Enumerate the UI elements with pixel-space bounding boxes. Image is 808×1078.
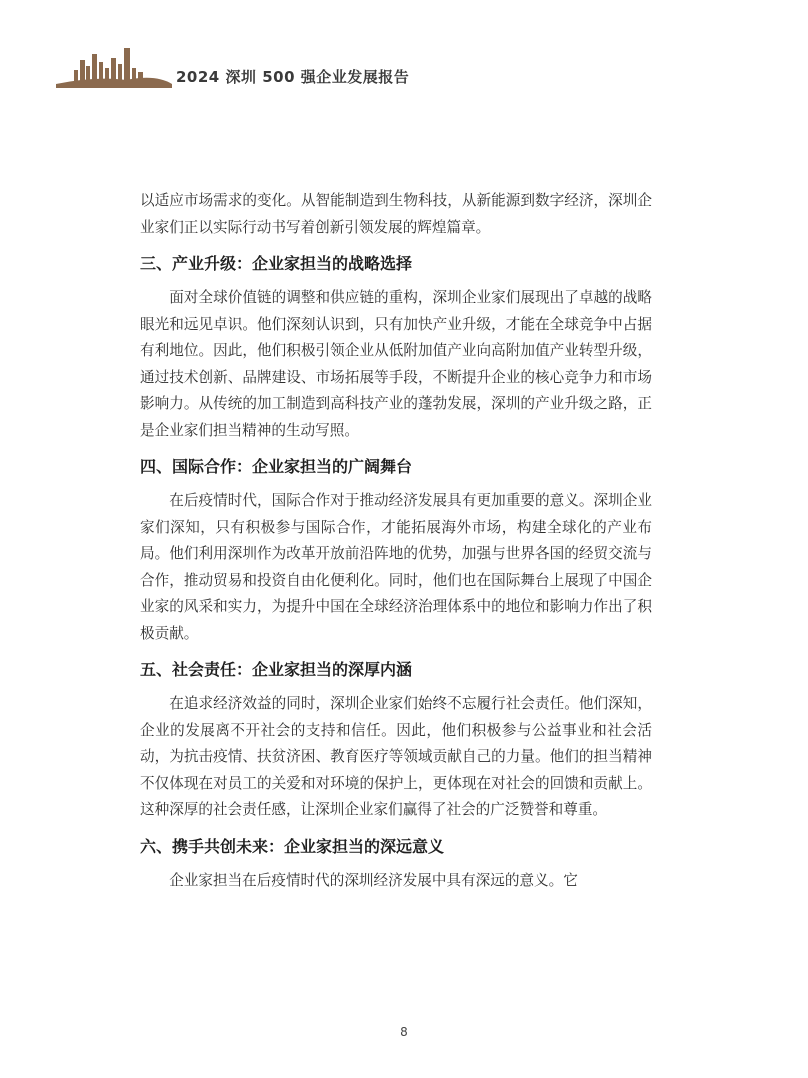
section-heading-international-cooperation: 四、国际合作：企业家担当的广阔舞台 [140,457,413,476]
section-heading-shared-future: 六、携手共创未来：企业家担当的深远意义 [140,836,445,856]
page-header [56,40,516,90]
article-body [140,188,652,894]
section-paragraph-international-cooperation: 在后疫情时代，国际合作对于推动经济发展具有更加重要的意义。深圳企业家们深知，只有积极参与国际合作，才能拓展海外市场，构建全球化的产业布局。他们利用深圳作为改革开放前沿阵地的优势，加强与世界各国的经贸交流与合作，推动贸易和投资自由化便利化。同时，他们也在国际舞台上展现了中国企业家的风采和实力，为提升中国在全球经济治理体系中的地位和影响力作出了积极贡献。 [140,492,652,642]
section-heading-industrial-upgrade: 三、产业升级：企业家担当的战略选择 [140,254,413,273]
skyline-logo-icon [56,40,174,88]
report-title: 2024 深圳 500 强企业发展报告 [176,68,410,86]
section-paragraph-industrial-upgrade: 面对全球价值链的调整和供应链的重构，深圳企业家们展现出了卓越的战略眼光和远见卓识。他们深刻认识到，只有加快产业升级，才能在全球竞争中占据有利地位。因此，他们积极引领企业从低附加值产业向高附加值产业转型升级，通过技术创新、品牌建设、市场拓展等手段，不断提升企业的核心竞争力和市场影响力。从传统的加工制造到高科技产业的蓬勃发展，深圳的产业升级之路，正是企业家们担当精神的生动写照。 [140,289,652,439]
section-heading-social-responsibility: 五、社会责任：企业家担当的深厚内涵 [140,660,413,679]
intro-paragraph: 以适应市场需求的变化。从智能制造到生物科技，从新能源到数字经济，深圳企业家们正以实际行动书写着创新引领发展的辉煌篇章。 [140,192,652,236]
page-number: 8 [400,1025,408,1039]
section-paragraph-shared-future: 企业家担当在后疫情时代的深圳经济发展中具有深远的意义。它 [169,871,578,889]
section-paragraph-social-responsibility: 在追求经济效益的同时，深圳企业家们始终不忘履行社会责任。他们深知，企业的发展离不开社会的支持和信任。因此，他们积极参与公益事业和社会活动，为抗击疫情、扶贫济困、教育医疗等领域贡献自己的力量。他们的担当精神不仅体现在对员工的关爱和对环境的保护上，更体现在对社会的回馈和贡献上。这种深厚的社会责任感，让深圳企业家们赢得了社会的广泛赞誉和尊重。 [140,695,652,818]
